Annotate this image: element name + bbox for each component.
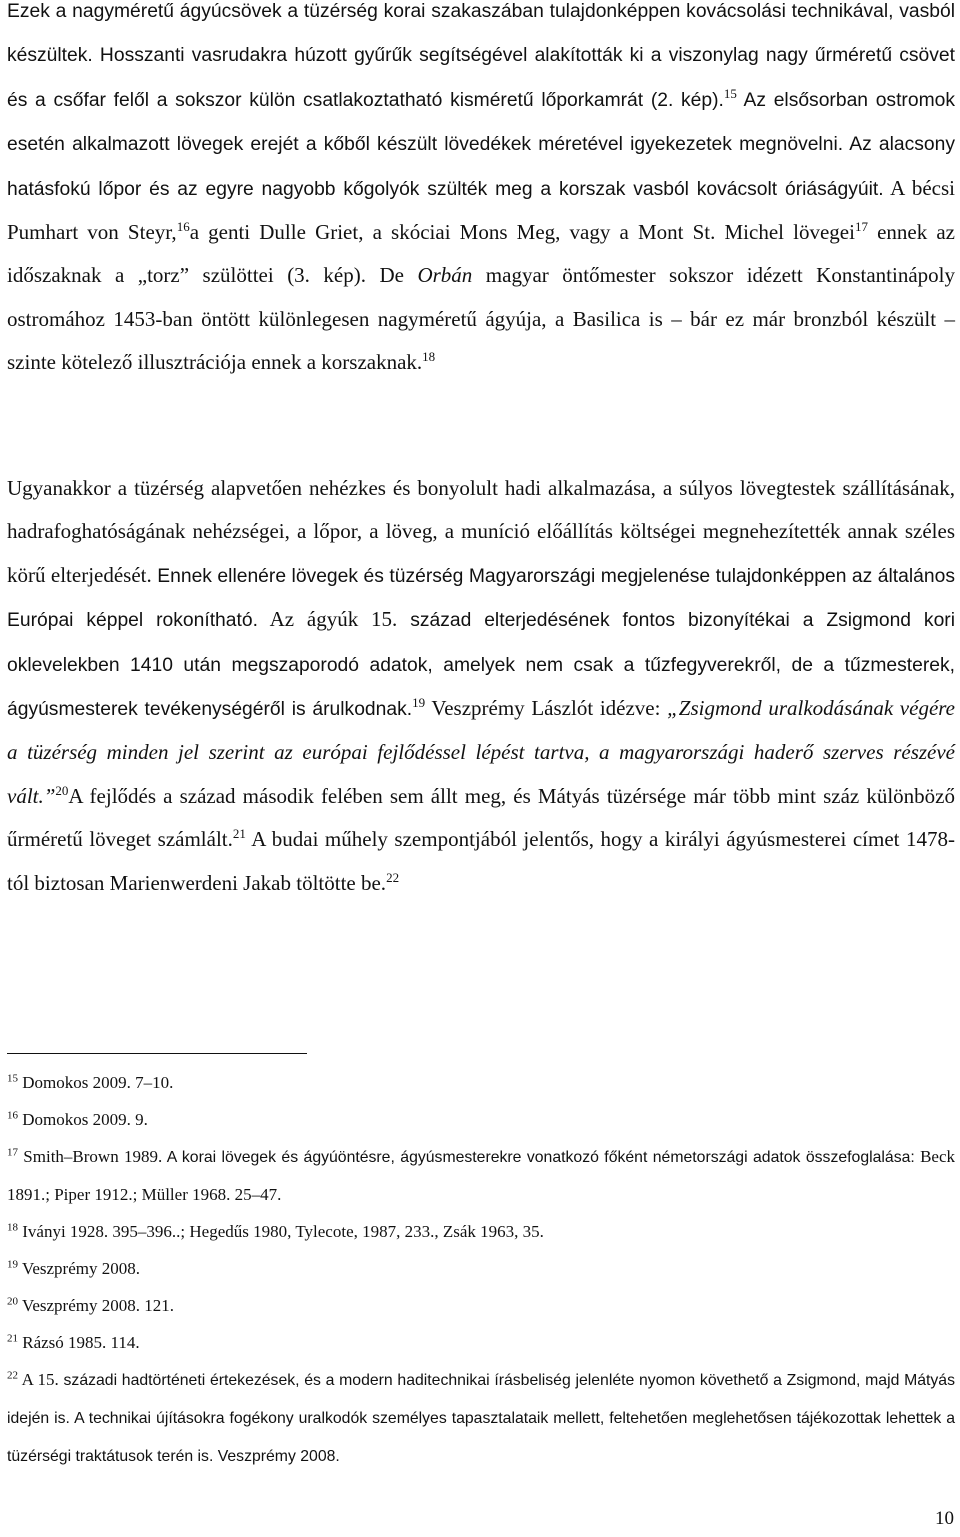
footnote-ref-16[interactable]: 16 — [176, 219, 190, 235]
text-run: De — [366, 263, 418, 288]
text-run: Az ágyúk 15. — [257, 607, 398, 632]
footnote-16 — [7, 1101, 955, 1138]
footnote-number: 15 — [7, 1072, 18, 1085]
footnote-18 — [7, 1213, 955, 1250]
page-number: 10 — [935, 1508, 954, 1529]
footnote-text: A 15. — [18, 1370, 59, 1389]
footnote-20 — [7, 1287, 955, 1324]
footnote-number: 18 — [7, 1221, 18, 1234]
text-run: Veszprémy Lászlót idézve: — [425, 696, 668, 721]
footnote-ref-21[interactable]: 21 — [232, 826, 246, 842]
footnote-ref-22[interactable]: 22 — [386, 869, 400, 885]
footnote-ref-19[interactable]: 19 — [412, 695, 426, 711]
footnote-divider — [7, 1053, 307, 1054]
footnote-text: Veszprémy 2008. — [18, 1259, 140, 1278]
footnote-22 — [7, 1361, 955, 1475]
italic-name: Orbán — [417, 263, 473, 288]
footnote-text: Rázsó 1985. 114. — [18, 1333, 140, 1352]
text-run: Az elsősorban ostromok esetén alkalmazott lövegek erejét a kőből készült lövedékek méretével igyekezetek megnövelni. Az alacsony hatásfokú lőpor és az egyre nagyobb kőgolyók szülték meg a korszak vasból kovácsolt óriáságyúit. — [7, 89, 955, 200]
footnote-number: 21 — [7, 1332, 18, 1345]
text-run: A bécsi Pumhart von Steyr, — [7, 175, 956, 245]
text-run: A budai műhely szempontjából jelentős, hogy a királyi ágyúsmesterei címet 1478-tól biztosan Marienwerdeni Jakab töltötte be. — [7, 827, 955, 895]
footnote-15 — [7, 1064, 955, 1101]
footnote-number: 19 — [7, 1258, 18, 1271]
footnote-ref-20[interactable]: 20 — [55, 782, 69, 798]
footnote-text: századi hadtörténeti értekezések, és a modern haditechnikai írásbeliség jelenléte nyomon követhető a Zsigmond, majd Mátyás idején is. A technikai újításokra fogékony uralkodók személyes tapasztalataik mellett, feltehetően meglehetősen tájékozottak lehettek a tüzérségi traktátusok terén is. Veszprémy 2008. — [7, 1372, 955, 1465]
text-run: Ezek a nagyméretű ágyúcsövek a tüzérség korai szakaszában tulajdonképpen kovácsolási technikával, vasból készültek. Hosszanti vasrudakra húzott gyűrűk segítségével alakították ki a viszonylag nagy űrméretű csövet és a csőfar felől a sokszor külön csatlakoztatható kisméretű lőporkamrát (2. kép). — [7, 1, 955, 111]
footnote-ref-17[interactable]: 17 — [854, 219, 868, 235]
footnote-text: Domokos 2009. 7–10. — [18, 1073, 174, 1092]
footnote-text: Veszprémy 2008. 121. — [18, 1296, 174, 1315]
body-paragraph-2 — [7, 467, 955, 905]
footnote-number: 16 — [7, 1109, 18, 1122]
footnote-ref-15[interactable]: 15 — [723, 85, 737, 101]
footnote-21 — [7, 1324, 955, 1361]
quote-italic: „Zsigmond uralkodásának végére a tüzérség minden jel szerint az európai fejlődéssel lépést tartva, a magyarországi haderő szerves részévé vált.” — [7, 696, 955, 808]
footnote-17 — [7, 1138, 955, 1213]
text-run: század elterjedésének fontos bizonyítékai a Zsigmond kori oklevelekben 1410 után megszaporodó adatok, amelyek nem csak a tűzfegyverekről, de a tűzmesterek, ágyúsmesterek tevékenységéről is árulkodnak. — [7, 610, 955, 721]
footnote-19 — [7, 1250, 955, 1287]
footnotes — [7, 1064, 955, 1475]
footnote-text: A korai lövegek és ágyúöntésre, ágyúsmesterekre vonatkozó főként németországi adatok összefoglalása: — [162, 1149, 915, 1166]
footnote-text: Smith–Brown 1989. — [18, 1147, 163, 1166]
footnote-text: Domokos 2009. 9. — [18, 1110, 148, 1129]
footnote-ref-18[interactable]: 18 — [422, 349, 436, 365]
text-run: ennek az időszaknak a „torz” szülöttei (3. kép). — [7, 220, 955, 288]
text-run: A fejlődés a század második felében sem állt meg, és Mátyás tüzérsége már több mint száz különböző űrméretű löveget számlált. — [7, 783, 955, 852]
text-run: Ennek ellenére lövegek és tüzérség Magyarországi megjelenése tulajdonképpen az általános Európai képpel rokonítható. — [7, 565, 955, 632]
footnote-text: Iványi 1928. 395–396..; Hegedűs 1980, Tylecote, 1987, 233., Zsák 1963, 35. — [18, 1222, 544, 1241]
body-paragraph-1 — [7, 0, 955, 385]
text-run: magyar öntőmester sokszor idézett Konstantinápoly ostromához 1453-ban öntött különlegesen nagyméretű ágyúja, a Basilica is – bár ez már bronzból készült – szinte kötelező illusztrációja ennek a korszaknak. — [7, 263, 955, 375]
text-run: Ugyanakkor a tüzérség alapvetően nehézkes és bonyolult hadi alkalmazása, a súlyos lövegtestek szállításának, hadrafoghatóságának nehézségei, a lőpor, a löveg, a muníció előállítás költségei megnehezítették annak széles körű elterjedését. — [7, 476, 955, 587]
footnote-number: 22 — [7, 1369, 18, 1382]
text-run: a genti Dulle Griet, a skóciai Mons Meg, vagy a Mont St. Michel lövegei — [189, 220, 855, 245]
footnote-text: Beck 1891.; Piper 1912.; Müller 1968. 25–47. — [7, 1147, 955, 1204]
footnote-number: 20 — [7, 1295, 18, 1308]
footnote-number: 17 — [7, 1146, 18, 1159]
